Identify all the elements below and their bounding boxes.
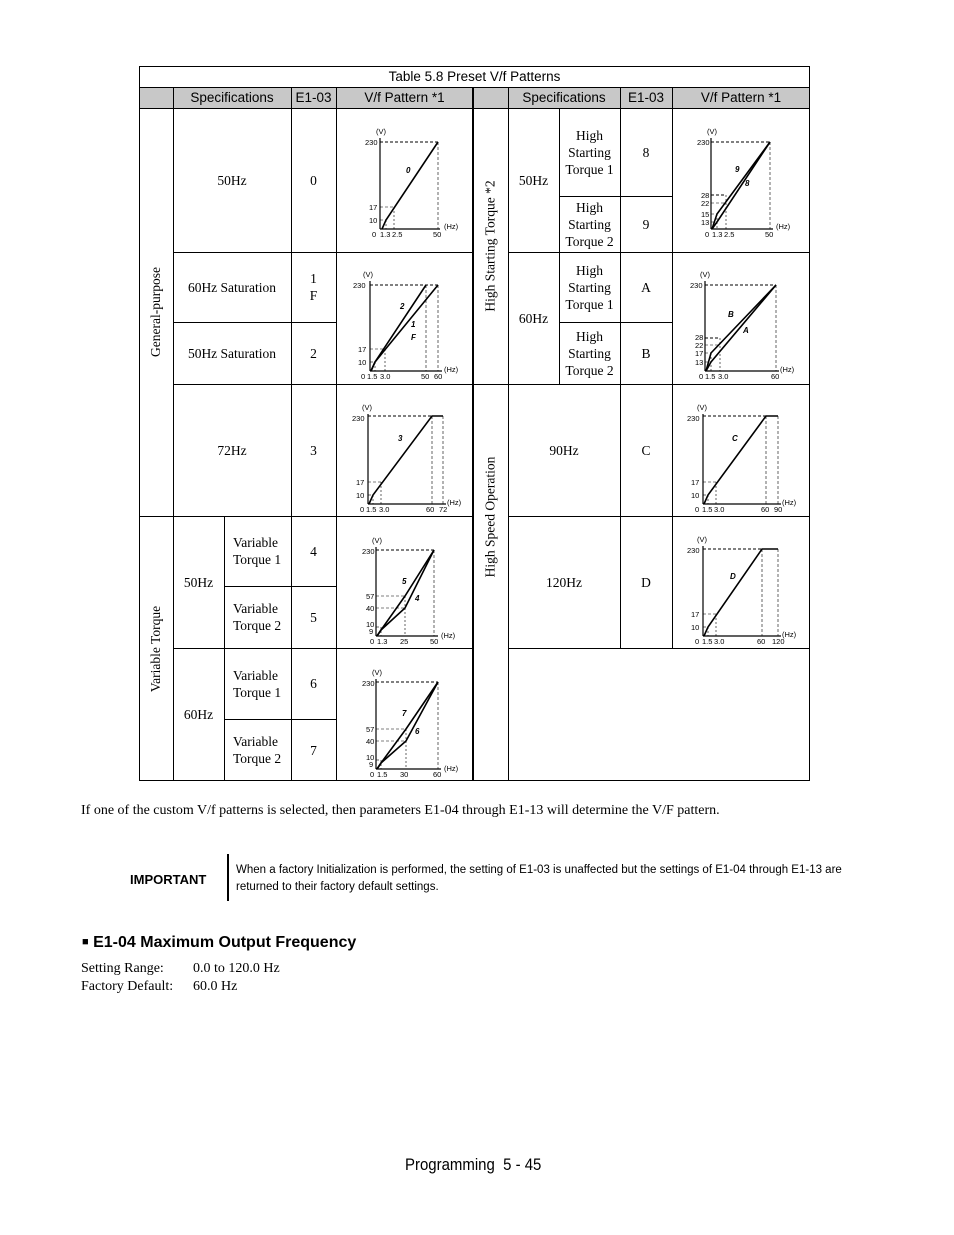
x-tick: 0 — [360, 505, 365, 514]
y-tick: 22 — [695, 341, 704, 350]
x-tick: 50 — [433, 230, 442, 239]
curve-label: 6 — [415, 727, 420, 736]
hz-unit: (Hz) — [441, 631, 456, 640]
y-tick: 13 — [695, 358, 704, 367]
code-cell: D — [641, 574, 651, 590]
desc-cell: High Starting Torque 1 — [565, 127, 614, 177]
y-tick: 10 — [691, 623, 700, 632]
code-cell: 2 — [310, 345, 317, 361]
y-tick: 28 — [695, 333, 704, 342]
section-heading — [82, 934, 356, 952]
y-tick: 230 — [687, 546, 700, 555]
x-tick: 72 — [439, 505, 448, 514]
graph-pattern-8-9 — [697, 127, 791, 239]
spec-cell: 60Hz Saturation — [187, 279, 277, 295]
hz-unit: (Hz) — [780, 365, 795, 374]
hz-unit: (Hz) — [782, 630, 797, 639]
curve-label: 1 — [411, 320, 416, 329]
y-tick: 10 — [369, 216, 378, 225]
factory-default-value: 60.0 Hz — [193, 979, 238, 994]
spec-cell: 50Hz Saturation — [187, 345, 277, 361]
code-cell: 0 — [310, 172, 317, 188]
code-cell: 7 — [310, 742, 317, 758]
desc-cell: High Starting Torque 2 — [565, 328, 614, 378]
x-tick: 50 — [765, 230, 774, 239]
setting-range-label: Setting Range: — [81, 961, 164, 976]
curve-label: C — [732, 434, 738, 443]
v-unit: (V) — [707, 127, 717, 136]
hz-unit: (Hz) — [782, 498, 797, 507]
x-tick: 60 — [433, 770, 442, 779]
y-tick: 17 — [358, 345, 367, 354]
x-tick: 60 — [757, 637, 766, 646]
graph-pattern-d — [687, 535, 797, 646]
code-cell: 5 — [310, 609, 317, 625]
y-tick: 230 — [690, 281, 703, 290]
x-tick: 1.3 — [712, 230, 723, 239]
curve-label: 0 — [406, 166, 411, 175]
y-tick: 17 — [691, 478, 700, 487]
code-cell: 3 — [310, 442, 317, 458]
y-tick: 230 — [362, 547, 375, 556]
v-unit: (V) — [697, 535, 707, 544]
y-tick: 230 — [365, 138, 378, 147]
x-tick: 3.0 — [714, 637, 725, 646]
x-tick: 3.0 — [380, 372, 391, 381]
code-cell: A — [641, 279, 651, 295]
code-cell: C — [641, 442, 651, 458]
y-tick: 17 — [369, 203, 378, 212]
y-tick: 40 — [366, 737, 375, 746]
y-tick: 230 — [353, 281, 366, 290]
y-tick: 57 — [366, 725, 375, 734]
x-tick: 90 — [774, 505, 783, 514]
y-tick: 40 — [366, 604, 375, 613]
graph-pattern-0 — [365, 127, 459, 239]
y-tick: 10 — [366, 620, 375, 629]
freq-cell: 60Hz — [518, 310, 549, 326]
spec-cell: 120Hz — [546, 574, 582, 590]
y-tick: 17 — [691, 610, 700, 619]
y-tick: 17 — [356, 478, 365, 487]
x-tick: 60 — [771, 372, 780, 381]
v-unit: (V) — [372, 536, 382, 545]
x-tick: 0 — [705, 230, 710, 239]
y-tick: 230 — [352, 414, 365, 423]
v-unit: (V) — [697, 403, 707, 412]
important-text: When a factory Initialization is performed, the setting of E1-03 is unaffected but the settings of E1-04 through E1-13 are returned to their factory default settings. — [236, 864, 842, 893]
graph-pattern-c — [687, 403, 797, 514]
graph-pattern-6-7 — [362, 668, 459, 779]
hz-unit: (Hz) — [447, 498, 462, 507]
x-tick: 60 — [434, 372, 443, 381]
desc-cell: Variable Torque 2 — [233, 601, 282, 633]
code-cell: 9 — [642, 216, 650, 232]
bullet-icon: ■ — [82, 936, 89, 948]
x-tick: 1.3 — [380, 230, 391, 239]
curve-label: 7 — [402, 709, 407, 718]
curve-label: 3 — [398, 434, 403, 443]
v-unit: (V) — [376, 127, 386, 136]
section-title: E1-04 Maximum Output Frequency — [93, 934, 357, 951]
table-title: Table 5.8 Preset V/f Patterns — [388, 69, 561, 84]
factory-default-label: Factory Default: — [81, 979, 174, 994]
x-tick: 60 — [426, 505, 435, 514]
curve-label: 9 — [735, 165, 740, 174]
graph-pattern-1-2 — [353, 270, 459, 381]
y-tick: 17 — [695, 349, 704, 358]
x-tick: 25 — [400, 637, 409, 646]
important-divider — [227, 854, 229, 901]
x-tick: 60 — [761, 505, 770, 514]
curve-label: 5 — [402, 577, 407, 586]
header-pattern: V/f Pattern *1 — [364, 90, 445, 105]
x-tick: 1.3 — [377, 637, 388, 646]
important-label: IMPORTANT — [130, 872, 207, 887]
y-tick: 10 — [691, 491, 700, 500]
y-tick: 57 — [366, 592, 375, 601]
group-high-speed-operation: High Speed Operation — [482, 456, 498, 577]
code-cell: 8 — [642, 144, 650, 160]
x-tick: 0 — [699, 372, 704, 381]
x-tick: 2.5 — [724, 230, 735, 239]
header-specifications-right: Specifications — [522, 90, 606, 105]
desc-cell: High Starting Torque 1 — [565, 262, 614, 312]
spec-cell: 90Hz — [549, 442, 579, 458]
y-tick: 10 — [358, 358, 367, 367]
curve-label: A — [743, 326, 749, 335]
page-footer: Programming 5 - 45 — [405, 1155, 542, 1174]
y-tick: 9 — [369, 760, 374, 769]
x-tick: 3.0 — [718, 372, 729, 381]
group-general-purpose: General-purpose — [148, 267, 163, 357]
x-tick: 3.0 — [379, 505, 390, 514]
x-tick: 1.5 — [702, 505, 713, 514]
x-tick: 1.5 — [377, 770, 388, 779]
freq-cell: 50Hz — [518, 172, 549, 188]
x-tick: 30 — [400, 770, 409, 779]
code-cell: 4 — [310, 543, 317, 559]
x-tick: 1.5 — [702, 637, 713, 646]
x-tick: 0 — [370, 637, 375, 646]
code-cell: 1 F — [309, 271, 318, 303]
x-tick: 3.0 — [714, 505, 725, 514]
hz-unit: (Hz) — [444, 764, 459, 773]
y-tick: 230 — [362, 679, 375, 688]
curve-label: F — [411, 333, 416, 342]
v-unit: (V) — [372, 668, 382, 677]
y-tick: 15 — [701, 210, 710, 219]
desc-cell: Variable Torque 1 — [233, 667, 282, 700]
graph-pattern-4-5 — [362, 536, 456, 646]
y-tick: 13 — [701, 218, 710, 227]
body-paragraph: If one of the custom V/f patterns is selected, then parameters E1-04 through E1-13 will determine the V/F pattern. — [81, 803, 720, 818]
y-tick: 9 — [369, 627, 374, 636]
curve-label: D — [730, 572, 736, 581]
header-specifications: Specifications — [190, 90, 274, 105]
y-tick: 230 — [687, 414, 700, 423]
spec-cell: 50Hz — [217, 172, 247, 188]
x-tick: 0 — [372, 230, 377, 239]
curve-label: B — [728, 310, 734, 319]
hz-unit: (Hz) — [776, 222, 791, 231]
header-pattern-right: V/f Pattern *1 — [700, 90, 782, 105]
freq-cell: 60Hz — [183, 707, 214, 722]
code-cell: B — [641, 345, 651, 361]
x-tick: 1.5 — [366, 505, 377, 514]
hz-unit: (Hz) — [444, 365, 459, 374]
x-tick: 50 — [430, 637, 439, 646]
hz-unit: (Hz) — [444, 222, 459, 231]
curve-label: 4 — [415, 594, 420, 603]
graph-pattern-3 — [352, 403, 462, 514]
v-unit: (V) — [363, 270, 373, 279]
freq-cell: 50Hz — [183, 574, 214, 590]
y-tick: 10 — [366, 753, 375, 762]
y-tick: 10 — [356, 491, 365, 500]
x-tick: 0 — [361, 372, 366, 381]
v-unit: (V) — [700, 270, 710, 279]
spec-cell: 72Hz — [217, 442, 247, 458]
y-tick: 230 — [697, 138, 710, 147]
x-tick: 120 — [772, 637, 785, 646]
desc-cell: Variable Torque 1 — [233, 535, 282, 567]
desc-cell: Variable Torque 2 — [233, 734, 282, 766]
code-cell: 6 — [310, 676, 317, 691]
x-tick: 0 — [370, 770, 375, 779]
graph-pattern-a-b — [690, 270, 795, 381]
group-variable-torque: Variable Torque — [148, 605, 163, 692]
curve-label: 8 — [745, 179, 750, 188]
y-tick: 28 — [701, 191, 710, 200]
curve-label: 2 — [400, 302, 405, 311]
group-high-starting-torque: High Starting Torque *2 — [482, 180, 498, 312]
header-e103: E1-03 — [295, 90, 332, 105]
x-tick: 1.5 — [705, 372, 716, 381]
x-tick: 0 — [695, 505, 700, 514]
x-tick: 2.5 — [392, 230, 403, 239]
desc-cell: High Starting Torque 2 — [565, 199, 614, 249]
x-tick: 50 — [421, 372, 430, 381]
x-tick: 0 — [695, 637, 700, 646]
setting-range-value: 0.0 to 120.0 Hz — [193, 961, 280, 976]
v-unit: (V) — [362, 403, 372, 412]
y-tick: 22 — [701, 199, 710, 208]
header-e103-right: E1-03 — [627, 90, 665, 105]
x-tick: 1.5 — [367, 372, 378, 381]
